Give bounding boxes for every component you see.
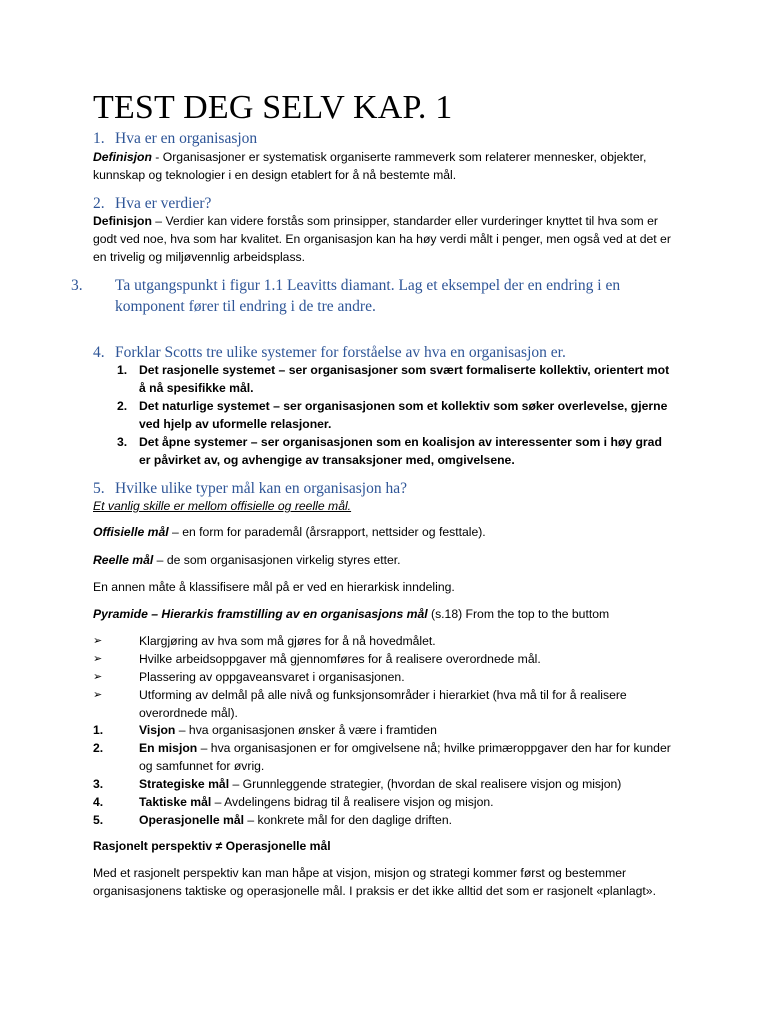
list-number: 2.: [117, 399, 128, 413]
list-desc: – konkrete mål for den daglige driften.: [244, 813, 452, 827]
list-text: Det naturlige systemet – ser organisasjonen som et kollektiv som søker overlevelse, gjerne ved hjelp av uformelle relasjoner.: [139, 399, 668, 431]
list-text: [139, 777, 621, 791]
list-item: [93, 632, 675, 650]
rational-perspective-heading: Rasjonelt perspektiv ≠ Operasjonelle mål: [93, 839, 331, 853]
list-item: [93, 811, 675, 829]
list-item: [93, 793, 675, 811]
list-text: Hvilke arbeidsoppgaver må gjennomføres for å realisere overordnede mål.: [139, 652, 541, 666]
question-number: 5.: [93, 480, 105, 497]
list-item: [93, 433, 675, 469]
definition-text: – Verdier kan videre forstås som prinsipper, standarder eller vurderinger knyttet til hva som er godt ved noe, hva som har kvalitet. En organisasjon kan ha høy verdi målt i penger, men også ved at det er en trivelig og miljøvennlig arbeidsplass.: [93, 214, 671, 264]
pyramid-label: Pyramide – Hierarkis framstilling av en organisasjons mål: [93, 607, 428, 621]
list-text: [139, 723, 437, 737]
list-desc: – Avdelingens bidrag til å realisere visjon og misjon.: [211, 795, 494, 809]
hierarchy-intro-text: En annen måte å klassifisere mål på er ved en hierarkisk inndeling.: [93, 580, 455, 594]
list-desc: – hva organisasjonen ønsker å være i framtiden: [175, 723, 437, 737]
list-text: [139, 813, 452, 827]
definition-2: [93, 212, 675, 266]
list-number: 4.: [93, 795, 104, 809]
list-item: [93, 668, 675, 686]
goal-distinction-text: Et vanlig skille er mellom offisielle og reelle mål.: [93, 499, 352, 513]
list-item: [93, 739, 675, 775]
question-number: 1.: [93, 130, 105, 147]
goal-levels-list: [93, 721, 675, 829]
list-term: Visjon: [139, 723, 176, 737]
list-item: [93, 775, 675, 793]
definition-label: Definisjon: [93, 150, 152, 164]
question-number: 2.: [93, 195, 105, 212]
list-text: [139, 741, 671, 773]
list-text: Det åpne systemer – ser organisasjonen som en koalisjon av interessenter som i høy grad er påvirket av, og avhengige av transaksjoner med, omgivelsene.: [139, 435, 662, 467]
list-term: Taktiske mål: [139, 795, 212, 809]
question-number: 4.: [93, 344, 105, 361]
real-goals-text: [93, 551, 675, 569]
list-text: Utforming av delmål på alle nivå og funksjonsområder i hierarkiet (hva må til for å realisere overordnede mål).: [139, 688, 627, 720]
question-5-heading: [93, 478, 407, 499]
list-number: 1.: [93, 723, 104, 737]
list-item: [93, 397, 675, 433]
question-text: Ta utgangspunkt i figur 1.1 Leavitts diamant. Lag et eksempel der en endring i en komponent fører til endring i de tre andre.: [115, 277, 621, 315]
list-term: En misjon: [139, 741, 198, 755]
official-goals-label: Offisielle mål: [93, 525, 169, 539]
list-item: [93, 721, 675, 739]
scott-systems-list: [93, 361, 675, 469]
official-goals-text: [93, 523, 675, 541]
list-number: 3.: [117, 435, 128, 449]
question-3-heading: [71, 275, 675, 317]
list-item: [93, 361, 675, 397]
question-number: 3.: [71, 277, 83, 294]
real-goals-label: Reelle mål: [93, 553, 154, 567]
list-text: Det rasjonelle systemet – ser organisasjoner som svært formaliserte kollektiv, orientert mot å nå spesifikke mål.: [139, 363, 670, 395]
arrow-bullet-icon: ➢: [93, 671, 103, 683]
list-number: 1.: [117, 363, 128, 377]
question-text: Hvilke ulike typer mål kan en organisasjon ha?: [115, 480, 407, 497]
question-2-heading: [93, 193, 211, 214]
list-desc: – Grunnleggende strategier, (hvordan de skal realisere visjon og misjon): [229, 777, 622, 791]
list-text: [139, 795, 494, 809]
pyramid-text: [93, 605, 675, 623]
official-goals-desc: – en form for parademål (årsrapport, nettsider og festtale).: [168, 525, 486, 539]
question-text: Forklar Scotts tre ulike systemer for forståelse av hva en organisasjon er.: [115, 344, 566, 361]
list-desc: – hva organisasjonen er for omgivelsene nå; hvilke primæroppgaver den har for kunder og samfunnet for øvrig.: [139, 741, 671, 773]
definition-label: Definisjon: [93, 214, 152, 228]
list-number: 5.: [93, 813, 104, 827]
question-text: Hva er verdier?: [115, 195, 212, 212]
arrow-bullet-icon: ➢: [93, 689, 103, 701]
arrow-bullet-icon: ➢: [93, 635, 103, 647]
question-4-heading: [93, 342, 566, 363]
document-title: TEST DEG SELV KAP. 1: [93, 89, 453, 126]
list-item: [93, 650, 675, 668]
question-1-heading: [93, 128, 257, 149]
rational-perspective-text: Med et rasjonelt perspektiv kan man håpe at visjon, misjon og strategi kommer først og bestemmer organisasjonens taktiske og operasjonelle mål. I praksis er det ikke alltid det som er rasjonelt «planlagt».: [93, 866, 656, 898]
list-text: Plassering av oppgaveansvaret i organisasjonen.: [139, 670, 405, 684]
question-text: Hva er en organisasjon: [115, 130, 258, 147]
definition-text: - Organisasjoner er systematisk organiserte rammeverk som relaterer mennesker, objekter, kunnskap og teknologier i en design etablert for å nå bestemte mål.: [93, 150, 647, 182]
list-term: Operasjonelle mål: [139, 813, 244, 827]
list-item: [93, 686, 675, 722]
definition-1: [93, 148, 675, 184]
arrow-bullet-icon: ➢: [93, 653, 103, 665]
list-term: Strategiske mål: [139, 777, 230, 791]
list-number: 3.: [93, 777, 104, 791]
real-goals-desc: – de som organisasjonen virkelig styres etter.: [153, 553, 401, 567]
pyramid-desc: (s.18) From the top to the buttom: [427, 607, 610, 621]
list-number: 2.: [93, 741, 104, 755]
bullet-list: [93, 632, 675, 722]
list-text: Klargjøring av hva som må gjøres for å nå hovedmålet.: [139, 634, 436, 648]
